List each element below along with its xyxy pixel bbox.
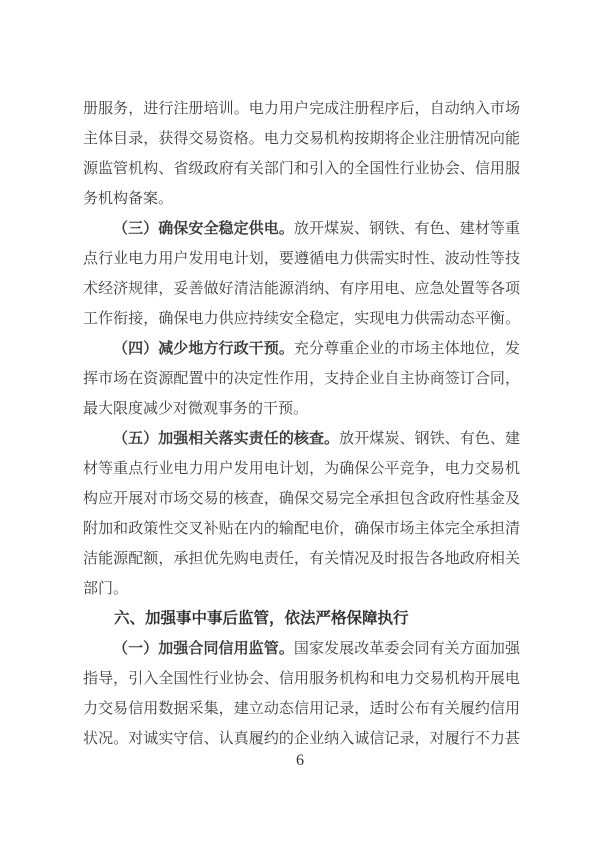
text-line: 挥市场在资源配置中的决定性作用，支持企业自主协商签订合同， [83,371,520,387]
text-line: 点行业电力用户发用电计划，要遵循电力供需实时性、波动性等技 [83,251,520,267]
text-line: 构应开展对市场交易的核查，确保交易完全承担包含政府性基金及 [83,491,520,507]
text-line: 指导，引入全国性行业协会、信用服务机构和电力交易机构开展电 [83,671,520,687]
paragraph-lead: （五）加强相关落实责任的核查。 [113,431,340,447]
text-line: 洁能源配额，承担优先购电责任，有关情况及时报告各地政府相关 [83,551,520,567]
paragraph-lead: （三）确保安全稳定供电。 [113,221,294,237]
text-line: 部门。 [83,581,129,597]
text-line: 术经济规律，妥善做好清洁能源消纳、有序用电、应急处置等各项 [83,281,520,297]
paragraph [83,94,520,214]
text-line: （五）加强相关落实责任的核查。放开煤炭、钢铁、有色、建 [113,431,520,447]
text-line: 附加和政策性交叉补贴在内的输配电价，确保市场主体完全承担清 [83,521,520,537]
text-line: 册服务，进行注册培训。电力用户完成注册程序后，自动纳入市场 [83,101,520,117]
paragraph-lead: （一）加强合同信用监管。 [113,641,294,657]
text-line: 状况。对诚实守信、认真履约的企业纳入诚信记录，对履行不力甚 [83,731,520,747]
text-line: 力交易信用数据采集，建立动态信用记录，适时公布有关履约信用 [83,701,520,717]
page-number: 6 [296,752,304,769]
text-line: 务机构备案。 [83,191,174,207]
text-line: 材等重点行业电力用户发用电计划，为确保公平竞争，电力交易机 [83,461,520,477]
text-line: （一）加强合同信用监管。国家发展改革委会同有关方面加强 [113,641,520,657]
text-line: （四）减少地方行政干预。充分尊重企业的市场主体地位，发 [113,341,520,357]
text-line: 工作衔接，确保电力供应持续安全稳定，实现电力供需动态平衡。 [83,311,520,327]
text-line: 主体目录，获得交易资格。电力交易机构按期将企业注册情况向能 [83,131,520,147]
document-body [83,94,520,754]
paragraph [83,334,520,424]
text-line: （三）确保安全稳定供电。放开煤炭、钢铁、有色、建材等重 [113,221,520,237]
paragraph [83,424,520,604]
paragraph [83,634,520,754]
text-line: 源监管机构、省级政府有关部门和引入的全国性行业协会、信用服 [83,161,520,177]
paragraph-lead: （四）减少地方行政干预。 [113,341,294,357]
section-heading [83,604,520,634]
text-line: 六、加强事中事后监管，依法严格保障执行 [114,610,409,627]
text-line: 最大限度减少对微观事务的干预。 [83,401,309,417]
paragraph [83,214,520,334]
